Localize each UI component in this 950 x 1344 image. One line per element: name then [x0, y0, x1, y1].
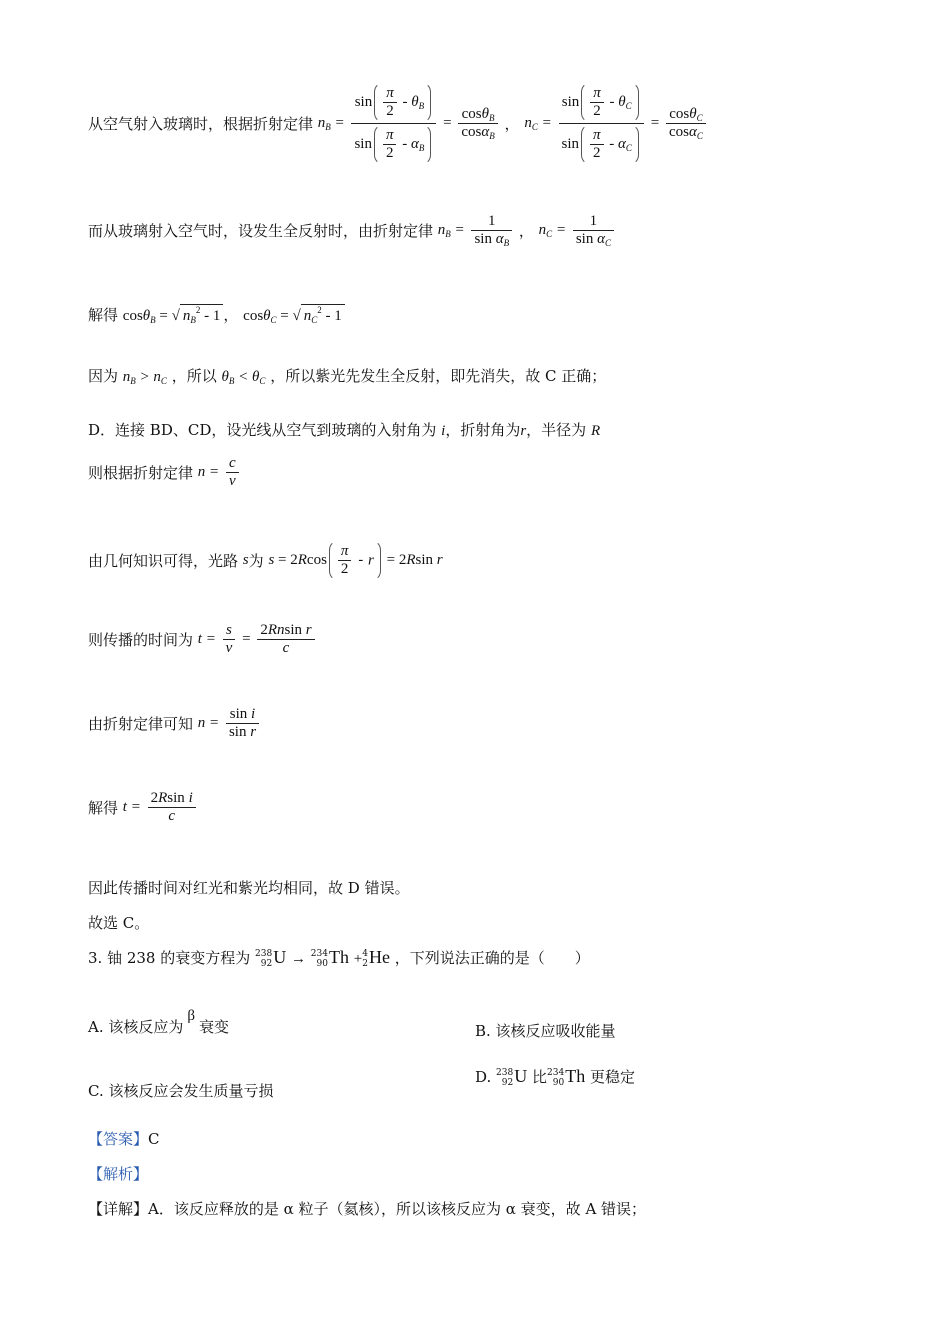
- option-text: 衰变: [199, 1018, 230, 1036]
- choice-line: 故选 C。: [88, 914, 150, 932]
- option-text: A. 该核反应为: [88, 1018, 184, 1036]
- option-b: B. 该核反应吸收能量: [475, 1022, 616, 1040]
- isotope-th234: 234 90: [310, 949, 328, 969]
- beta-symbol: β: [187, 1008, 196, 1024]
- line-text: 则传播的时间为: [88, 631, 194, 649]
- fraction-inverse-sin-c: $\frac{1}{\sin \alpha_C}$: [573, 213, 614, 248]
- answer-value: C: [148, 1130, 160, 1148]
- option-a: [88, 1008, 229, 1037]
- fraction-sin-ratio-c: sin $\frac{\pi}{2}$ - $\theta_C$ sin $\frac{\pi}{2}$ - $\alpha_C$: [559, 82, 644, 165]
- isotope-u238: 238 92: [496, 1068, 514, 1088]
- fraction-cos-ratio-b: $\frac{\cos\theta_B}{\cos\alpha_B}$: [458, 106, 497, 141]
- line-text: ，半径为: [526, 421, 587, 439]
- time-result-line: 解得 t = $\frac{\text{2Rsin i}}{c}$: [88, 790, 198, 825]
- option-c: C. 该核反应会发生质量亏损: [88, 1082, 274, 1100]
- refraction-speed-line: 则根据折射定律 n = $\frac{c}{v}$: [88, 455, 241, 490]
- answer-tag: 【答案】: [88, 1130, 149, 1148]
- line-text: 为: [248, 552, 264, 570]
- answer-line: [88, 1128, 160, 1149]
- question-stem: 3. 铀 238 的衰变方程为 238 92U → 234 90Th +4 2He ，下列说法正确的是（ ）: [88, 947, 590, 969]
- option-text: 比: [532, 1068, 548, 1086]
- option-d-setup-line: D．连接 BD、CD，设光线从空气到玻璃的入射角为 i，折射角为r，半径为 R: [88, 421, 601, 439]
- line-text: ，折射角为: [445, 421, 521, 439]
- line-text: ，所以紫光先发生全反射，即先消失，故 C 正确；: [270, 367, 607, 385]
- isotope-th234: 234 90: [547, 1068, 565, 1088]
- line-text: 从空气射入玻璃时，根据折射定律: [88, 115, 314, 133]
- formula-nb: $n_B$ =: [317, 115, 345, 132]
- line-text: 由几何知识可得，光路: [88, 552, 239, 570]
- option-d: D. 238 92U 比234 90Th 更稳定: [475, 1066, 636, 1088]
- analysis-tag: 【解析】: [88, 1165, 149, 1183]
- fraction-s-over-v: $\frac{s}{v}$: [223, 622, 236, 657]
- line-text: 解得: [88, 799, 119, 817]
- line-text: 因为: [88, 367, 119, 385]
- fraction-sin-ratio-b: sin $\frac{\pi}{2}$ - $\theta_B$ sin $\frac{\pi}{2}$ - $\alpha_B$: [351, 82, 436, 165]
- line-text: D．连接 BD、CD，设光线从空气到玻璃的入射角为: [88, 421, 437, 439]
- line-text: 由折射定律可知: [88, 715, 194, 733]
- line-text: 而从玻璃射入空气时，设发生全反射时，由折射定律: [88, 222, 434, 240]
- line-text: 则根据折射定律: [88, 464, 194, 482]
- fraction-c-over-v: $\frac{c}{v}$: [226, 455, 239, 490]
- analysis-line: [88, 1163, 148, 1184]
- fraction-cos-ratio-c: $\frac{\cos\theta_C}{\cos\alpha_C}$: [666, 106, 706, 141]
- option-text: D.: [475, 1068, 492, 1086]
- fraction-time-expression: $\frac{\text{2Rnsin r}}{c}$: [257, 622, 314, 657]
- fraction-inverse-sin-b: $\frac{1}{\sin \alpha_B}$: [471, 213, 512, 248]
- detail-text: A．该反应释放的是 α 粒子（氦核），所以该核反应为 α 衰变，故 A 错误；: [148, 1200, 647, 1218]
- isotope-u238: 238 92: [255, 949, 273, 969]
- line-text: ，所以: [171, 367, 217, 385]
- time-line: 则传播的时间为 t = $\frac{s}{v}$ = $\frac{\text{2Rnsin r}}{c}$: [88, 622, 317, 657]
- line-text: 解得: [88, 306, 119, 324]
- cos-solution-line: 解得 cosθ$_B$ = √ $n_B^2 - 1$ ， cosθ$_C$ = √ $n_C^2 - 1$: [88, 304, 345, 325]
- refraction-equation-line: 从空气射入玻璃时，根据折射定律 $n_B$ = sin $\frac{\pi}{2}$ - $\theta_B$ sin $\frac{\pi}{2}$ - $\alpha_B$ = $\frac{\cos\theta_B}{\cos\alpha_B}$ ， $n_C$ = sin $\frac{\pi}{2}$ - $\theta_C$ sin $\frac{\pi}{2}$ - $\alpha_C$ = $\frac{\cos\theta_C}{\cos\alpha_C}$: [88, 82, 708, 165]
- fraction-sin-i-over-sin-r: $\frac{\text{sin i}}{\text{sin r}}$: [226, 706, 259, 741]
- isotope-he4: 4 2: [362, 949, 368, 969]
- question-text: 3. 铀 238 的衰变方程为: [88, 949, 251, 967]
- snell-law-line: 由折射定律可知 n = $\frac{\text{sin i}}{\text{sin r}}$: [88, 706, 261, 741]
- question-text: ，下列说法正确的是（ ）: [394, 949, 590, 967]
- fraction-time-result: $\frac{\text{2Rsin i}}{c}$: [148, 790, 196, 825]
- option-text: 更稳定: [590, 1068, 636, 1086]
- conclusion-line: 因此传播时间对红光和紫光均相同，故 D 错误。: [88, 879, 410, 897]
- comparison-line: 因为 $n_B > n_C$ ，所以 $\theta_B < \theta_C$ ，所以紫光先发生全反射，即先消失，故 C 正确；: [88, 367, 607, 386]
- detail-line: [88, 1198, 646, 1219]
- total-reflection-line: 而从玻璃射入空气时，设发生全反射时，由折射定律 $n_B$ = $\frac{1}{\sin \alpha_B}$ ， $n_C$ = $\frac{1}{\sin \alpha_C}$: [88, 213, 616, 248]
- detail-tag: 【详解】: [88, 1200, 149, 1218]
- path-length-line: 由几何知识可得，光路 s为 s = 2Rcos $\frac{\pi}{2}$ - r = 2Rsin r: [88, 540, 443, 581]
